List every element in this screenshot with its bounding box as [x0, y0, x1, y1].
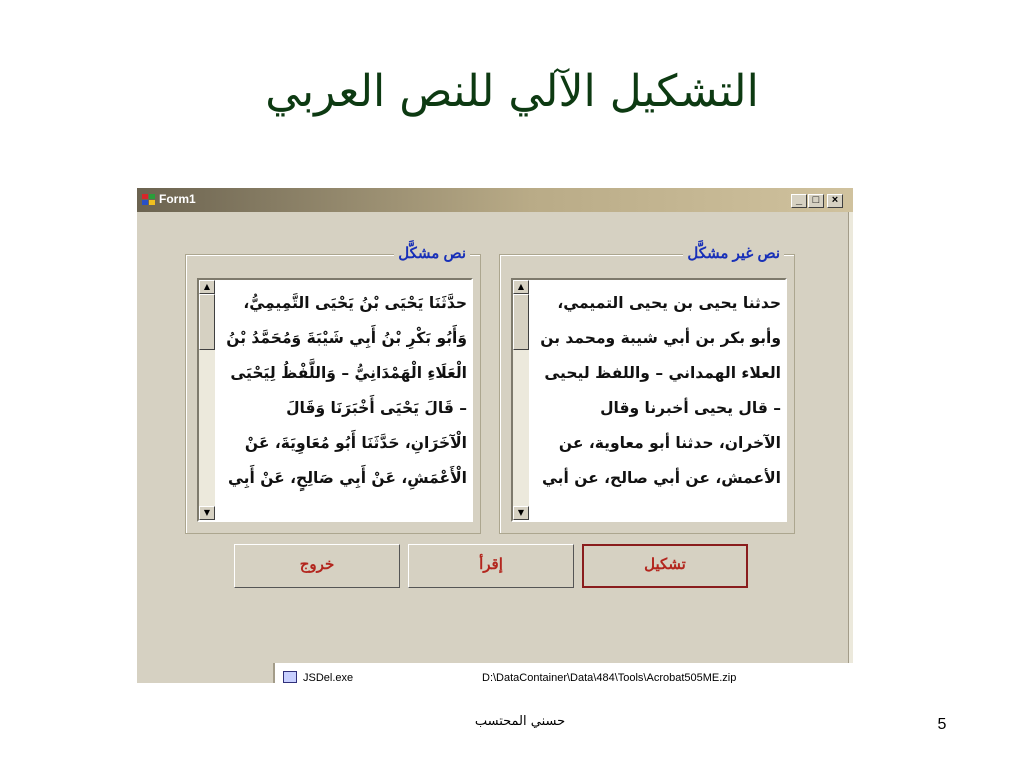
text-line: حدَّثَنَا يَحْيَى بْنُ يَحْيَى التَّمِيمِيُّ،: [243, 294, 467, 312]
text-line: – قال يحيى أخبرنا وقال: [600, 399, 781, 417]
slide-footer-author: حسني المحتسب: [474, 714, 566, 729]
slide-title: التشكيل الآلي للنص العربي: [265, 66, 759, 117]
scroll-down-arrow-icon[interactable]: ▼: [199, 506, 215, 520]
exit-button[interactable]: خروج: [234, 544, 400, 588]
text-line: الأعمش، عن أبي صالح، عن أبي: [542, 469, 781, 487]
scroll-up-arrow-icon[interactable]: ▲: [513, 280, 529, 294]
vocalize-button[interactable]: تشكيل: [582, 544, 748, 588]
text-line: العلاء الهمداني – واللفظ ليحيى: [544, 364, 781, 382]
scroll-down-arrow-icon[interactable]: ▼: [513, 506, 529, 520]
background-window-edge: [848, 212, 853, 683]
form1-window: [137, 188, 853, 683]
text-line: وَأَبُو بَكْرِ بْنُ أَبِي شَيْبَةَ وَمُحَمَّدُ بْنُ: [226, 329, 467, 347]
plain-text-group: [499, 245, 795, 534]
explorer-sidebar: [137, 663, 273, 683]
vocalized-group-label: نص مشكَّل: [394, 244, 470, 264]
plain-textbox[interactable]: [511, 278, 787, 522]
window-title: Form1: [159, 192, 196, 206]
scroll-up-arrow-icon[interactable]: ▲: [199, 280, 215, 294]
text-line: الآخران، حدثنا أبو معاوية، عن: [558, 434, 781, 452]
plain-text: [533, 286, 781, 496]
explorer-divider: [273, 663, 275, 683]
slide-page-number: 5: [937, 716, 947, 733]
window-titlebar[interactable]: [137, 188, 853, 212]
explorer-file-path: D:\DataContainer\Data\484\Tools\Acrobat505ME.zip: [482, 672, 737, 683]
exe-file-icon: [283, 671, 297, 683]
text-line: – قَالَ يَحْيَى أَخْبَرَنَا وَقَالَ: [286, 399, 467, 417]
text-line: وأبو بكر بن أبي شيبة ومحمد بن: [540, 329, 781, 347]
scroll-thumb[interactable]: [513, 294, 529, 350]
text-line: الْعَلَاءِ الْهَمْدَانِيُّ – وَاللَّفْظُ لِيَحْيَى: [230, 364, 467, 382]
vocalized-text-group: [185, 245, 481, 534]
explorer-file-name[interactable]: JSDel.exe: [303, 672, 354, 683]
app-icon: [142, 194, 156, 206]
vocalized-scrollbar[interactable]: [199, 280, 215, 520]
read-button[interactable]: إقرأ: [408, 544, 574, 588]
minimize-button[interactable]: _: [791, 194, 807, 208]
plain-group-label: نص غير مشكَّل: [683, 244, 784, 264]
text-line: الْأَعْمَشِ، عَنْ أَبِي صَالِحٍ، عَنْ أَبِي: [228, 469, 467, 487]
vocalized-text: [219, 286, 467, 496]
plain-scrollbar[interactable]: [513, 280, 529, 520]
background-explorer-window: [137, 663, 853, 683]
maximize-button[interactable]: □: [808, 194, 824, 208]
text-line: الْآخَرَانِ، حَدَّثَنَا أَبُو مُعَاوِيَةَ، عَنْ: [244, 434, 467, 452]
scroll-thumb[interactable]: [199, 294, 215, 350]
vocalized-textbox[interactable]: [197, 278, 473, 522]
text-line: حدثنا يحيى بن يحيى التميمي،: [557, 294, 781, 312]
close-button[interactable]: ×: [827, 194, 843, 208]
